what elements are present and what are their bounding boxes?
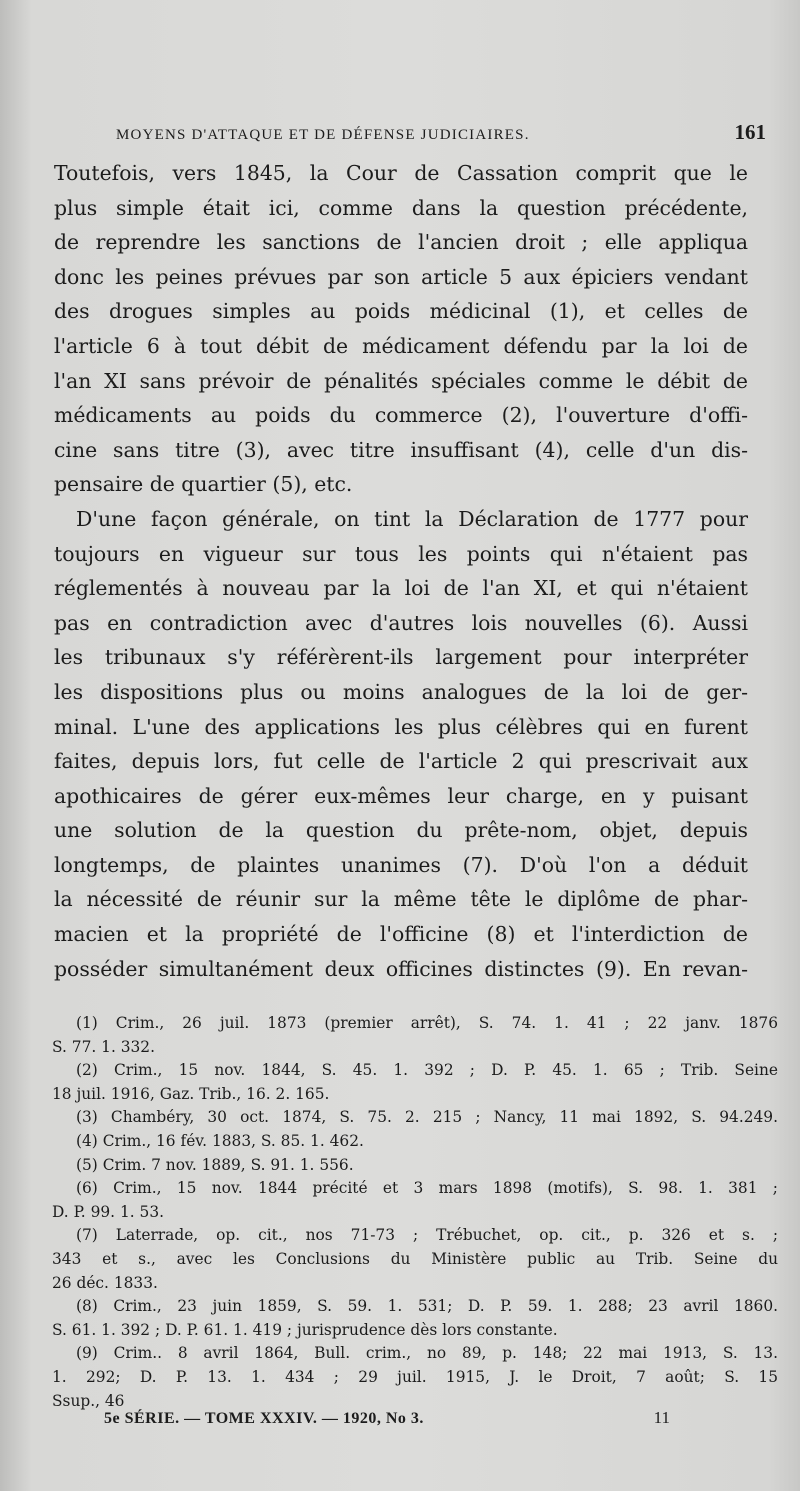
body-line: médicaments au poids du commerce (2), l'ouverture d'offi- xyxy=(54,403,748,428)
body-line: posséder simultanément deux officines distinctes (9). En revan- xyxy=(54,956,748,981)
footnote-line: (7) Laterrade, op. cit., nos 71-73 ; Trébuchet, op. cit., p. 326 et s. ; xyxy=(76,1226,778,1245)
body-line: plus simple était ici, comme dans la question précédente, xyxy=(54,195,748,220)
body-line: Toutefois, vers 1845, la Cour de Cassation comprit que le xyxy=(54,161,748,185)
footnote-line: 18 juil. 1916, Gaz. Trib., 16. 2. 165. xyxy=(52,1084,330,1103)
body-line: D'une façon générale, on tint la Déclaration de 1777 pour xyxy=(76,506,748,531)
body-line: faites, depuis lors, fut celle de l'article 2 qui prescrivait aux xyxy=(54,749,748,774)
body-line: donc les peines prévues par son article 5 aux épiciers vendant xyxy=(54,264,748,289)
body-line: pas en contradiction avec d'autres lois nouvelles (6). Aussi xyxy=(54,610,748,635)
footnote-line: (4) Crim., 16 fév. 1883, S. 85. 1. 462. xyxy=(76,1131,364,1150)
page-footer xyxy=(104,1408,670,1428)
body-line: les tribunaux s'y référèrent-ils largement pour interpréter xyxy=(54,645,748,670)
footnote-line: (5) Crim. 7 nov. 1889, S. 91. 1. 556. xyxy=(76,1155,354,1174)
body-line: longtemps, de plaintes unanimes (7). D'où l'on a déduit xyxy=(54,852,748,877)
body-line: apothicaires de gérer eux-mêmes leur charge, en y puisant xyxy=(54,783,748,808)
footnote-line: 26 déc. 1833. xyxy=(52,1273,158,1292)
body-line: des drogues simples au poids médicinal (1), et celles de xyxy=(54,299,748,324)
body-line: l'an XI sans prévoir de pénalités spéciales comme le débit de xyxy=(54,368,748,393)
body-line: macien et la propriété de l'officine (8) et l'interdiction de xyxy=(54,922,748,947)
body-line: toujours en vigueur sur tous les points qui n'étaient pas xyxy=(54,541,748,566)
running-title: MOYENS D'ATTAQUE ET DE DÉFENSE JUDICIAIRES. xyxy=(116,127,530,143)
body-line: réglementés à nouveau par la loi de l'an XI, et qui n'étaient xyxy=(54,576,748,601)
footnote-line: S. 61. 1. 392 ; D. P. 61. 1. 419 ; jurisprudence dès lors constante. xyxy=(52,1320,558,1339)
page-number: 161 xyxy=(734,120,766,144)
body-line: cine sans titre (3), avec titre insuffisant (4), celle d'un dis- xyxy=(54,437,748,462)
footnote-line: (1) Crim., 26 juil. 1873 (premier arrêt), S. 74. 1. 41 ; 22 janv. 1876 xyxy=(76,1014,778,1032)
footnote-line: (8) Crim., 23 juin 1859, S. 59. 1. 531; D. P. 59. 1. 288; 23 avril 1860. xyxy=(76,1297,778,1316)
footnote-line: (3) Chambéry, 30 oct. 1874, S. 75. 2. 215 ; Nancy, 11 mai 1892, S. 94.249. xyxy=(76,1108,778,1127)
body-line: les dispositions plus ou moins analogues de la loi de ger- xyxy=(54,679,748,704)
footnote-line: 343 et s., avec les Conclusions du Ministère public au Trib. Seine du xyxy=(52,1249,778,1268)
footnote-line: Ssup., 46 xyxy=(52,1391,125,1410)
body-line: une solution de la question du prête-nom, objet, depuis xyxy=(54,818,748,843)
body-line: pensaire de quartier (5), etc. xyxy=(54,472,353,497)
footnote-line: (6) Crim., 15 nov. 1844 précité et 3 mars 1898 (motifs), S. 98. 1. 381 ; xyxy=(76,1179,778,1198)
body-line: minal. L'une des applications les plus célèbres qui en furent xyxy=(54,714,748,739)
footnote-line: (2) Crim., 15 nov. 1844, S. 45. 1. 392 ; D. P. 45. 1. 65 ; Trib. Seine xyxy=(76,1061,778,1080)
signature-mark: 11 xyxy=(653,1408,670,1427)
body-text xyxy=(54,156,748,986)
body-line: la nécessité de réunir sur la même tête le diplôme de phar- xyxy=(54,887,748,912)
page-header xyxy=(116,120,766,145)
series-info: 5e SÉRIE. — TOME XXXIV. — 1920, No 3. xyxy=(104,1410,424,1427)
footnote-line: S. 77. 1. 332. xyxy=(52,1037,155,1056)
body-line: l'article 6 à tout débit de médicament défendu par la loi de xyxy=(54,333,748,358)
body-line: de reprendre les sanctions de l'ancien droit ; elle appliqua xyxy=(54,230,748,255)
footnotes xyxy=(52,1012,778,1413)
footnote-line: (9) Crim.. 8 avril 1864, Bull. crim., no 89, p. 148; 22 mai 1913, S. 13. xyxy=(76,1344,778,1363)
footnote-line: 1. 292; D. P. 13. 1. 434 ; 29 juil. 1915, J. le Droit, 7 août; S. 15 xyxy=(52,1367,778,1386)
footnote-line: D. P. 99. 1. 53. xyxy=(52,1202,165,1221)
